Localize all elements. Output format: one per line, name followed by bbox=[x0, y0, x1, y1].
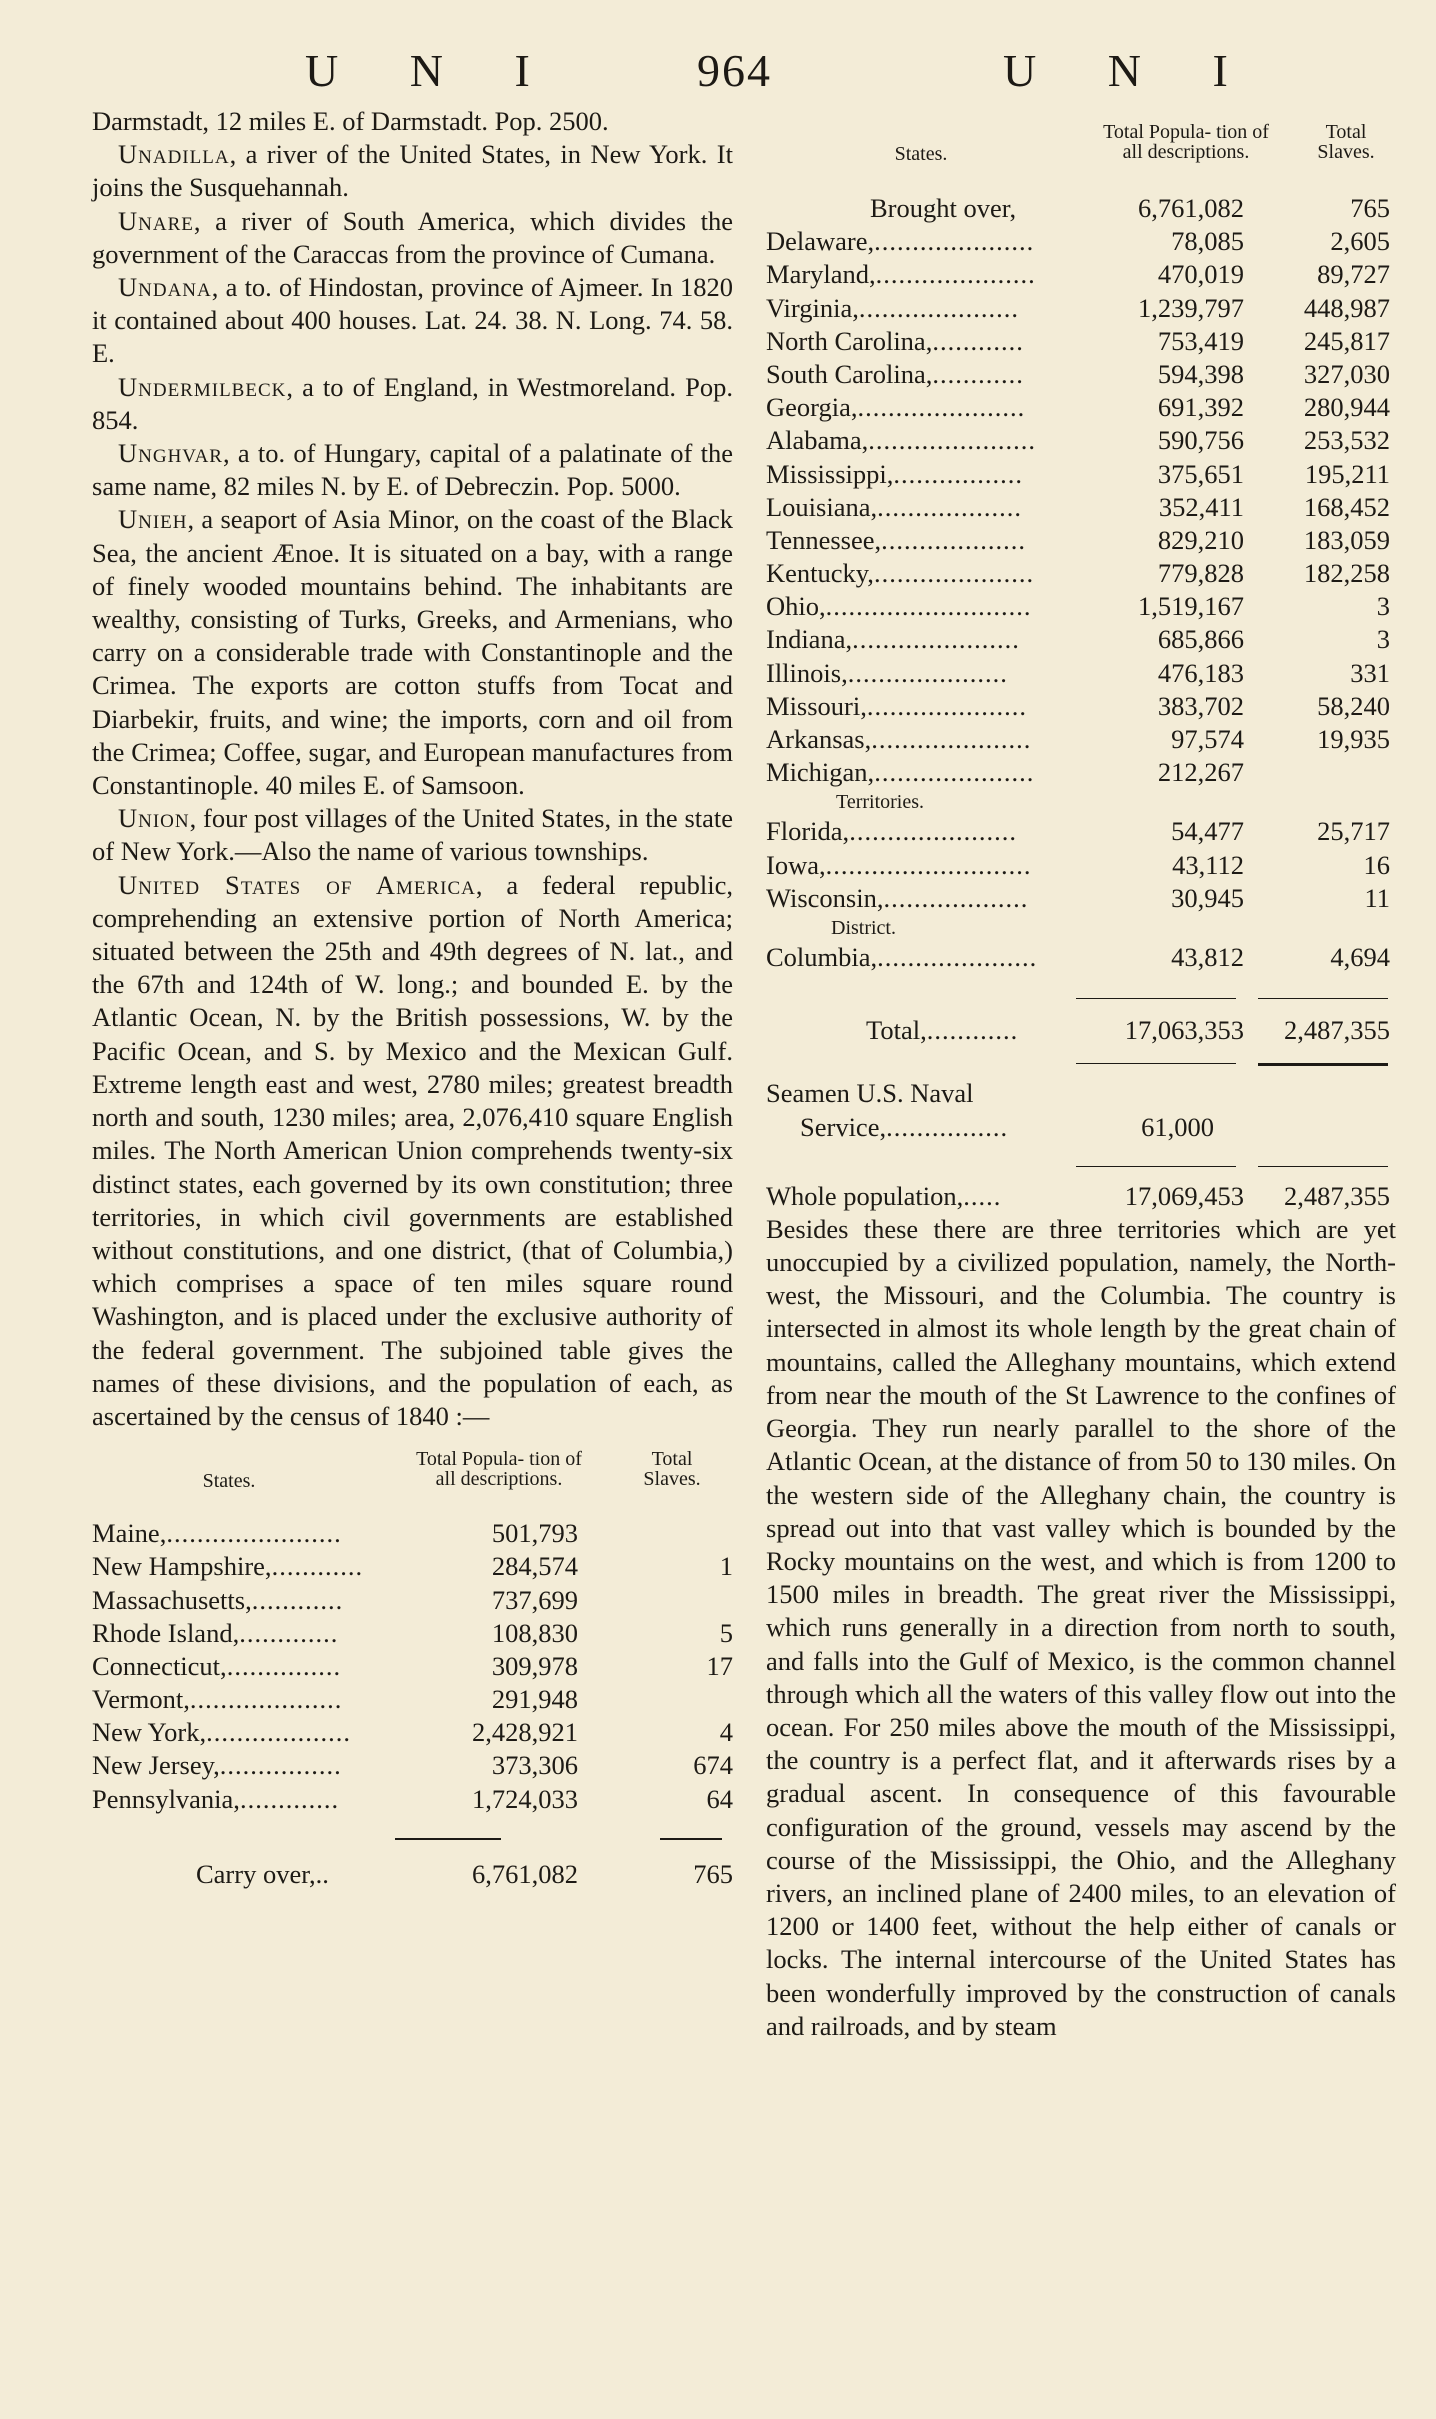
state-name: Indiana,...................... bbox=[766, 624, 1020, 655]
state-name: Pennsylvania,............. bbox=[92, 1783, 340, 1814]
state-name: New Hampshire,............ bbox=[92, 1551, 364, 1582]
header-states-right: States. bbox=[894, 143, 948, 165]
state-name: Louisiana,................... bbox=[766, 491, 1022, 522]
table-header-right bbox=[766, 120, 1396, 192]
entry-text: , a to. of Hindostan, province of Ajmeer. In 1820 it contained about 400 houses. Lat. 24. 38. N. Long. 74. 58. E. bbox=[92, 272, 733, 369]
population-value: 291,948 bbox=[491, 1684, 578, 1715]
state-name: Missouri,..................... bbox=[766, 690, 1027, 721]
entry-term: Unare bbox=[118, 205, 194, 236]
table-row bbox=[766, 491, 1396, 524]
population-value: 97,574 bbox=[1171, 724, 1244, 754]
population-value: 1,724,033 bbox=[472, 1783, 578, 1814]
slaves-value: 64 bbox=[706, 1783, 733, 1814]
table-row bbox=[92, 1783, 733, 1816]
carry-rule-pop bbox=[395, 1838, 501, 1840]
table-row bbox=[766, 258, 1396, 291]
page-number: 964 bbox=[697, 45, 772, 96]
header-right: U N I bbox=[1003, 45, 1258, 96]
brought-over-row bbox=[766, 192, 1396, 225]
right-table-rows bbox=[766, 225, 1396, 789]
entry-term: Unieh bbox=[118, 504, 188, 535]
slaves-value: 16 bbox=[1363, 849, 1390, 880]
whole-slaves: 2,487,355 bbox=[1284, 1180, 1390, 1211]
state-name: Illinois,..................... bbox=[766, 657, 1008, 688]
table-row bbox=[766, 325, 1396, 358]
right-column bbox=[766, 120, 1396, 2043]
total-pop: 17,063,353 bbox=[1124, 1015, 1244, 1046]
population-value: 43,812 bbox=[1171, 941, 1244, 972]
brought-over-pop: 6,761,082 bbox=[1138, 193, 1244, 223]
state-name: Alabama,...................... bbox=[766, 425, 1037, 456]
population-value: 779,828 bbox=[1157, 558, 1244, 589]
population-value: 373,306 bbox=[491, 1750, 578, 1781]
state-name: Maryland,..................... bbox=[766, 259, 1036, 290]
slaves-value: 448,987 bbox=[1303, 292, 1390, 323]
population-value: 2,428,921 bbox=[472, 1717, 578, 1748]
entry-paragraph bbox=[92, 105, 733, 138]
state-name: Vermont,.................... bbox=[92, 1684, 343, 1715]
entry-text: , a river of the United States, in New York. It joins the Susquehannah. bbox=[92, 139, 733, 203]
slaves-value: 4,694 bbox=[1330, 941, 1390, 972]
state-name: Virginia,..................... bbox=[766, 292, 1019, 323]
table-row bbox=[92, 1517, 733, 1550]
entry-paragraph bbox=[92, 437, 733, 503]
entry-paragraph bbox=[92, 802, 733, 868]
slaves-value: 3 bbox=[1376, 591, 1390, 622]
entry-term: Unghvar bbox=[118, 438, 223, 469]
table-row bbox=[766, 756, 1396, 789]
population-value: 691,392 bbox=[1157, 392, 1244, 423]
population-value: 30,945 bbox=[1171, 882, 1244, 913]
table-row bbox=[766, 524, 1396, 557]
carry-rule-slaves bbox=[660, 1838, 722, 1840]
whole-pop: 17,069,453 bbox=[1124, 1180, 1244, 1211]
population-value: 375,651 bbox=[1157, 458, 1244, 489]
slaves-value: 89,727 bbox=[1317, 259, 1390, 290]
state-name: South Carolina,............ bbox=[766, 358, 1024, 389]
header-states: States. bbox=[202, 1470, 256, 1493]
slaves-value: 182,258 bbox=[1303, 558, 1390, 589]
seamen-pop: 61,000 bbox=[1141, 1111, 1214, 1142]
table-row bbox=[766, 458, 1396, 491]
left-table-rows bbox=[92, 1517, 733, 1816]
slaves-value: 19,935 bbox=[1317, 724, 1390, 754]
total-row bbox=[766, 1014, 1396, 1047]
slaves-value: 195,211 bbox=[1304, 458, 1390, 489]
population-value: 309,978 bbox=[491, 1650, 578, 1681]
left-text-body bbox=[92, 105, 733, 1433]
population-value: 1,239,797 bbox=[1138, 292, 1244, 323]
total-slaves: 2,487,355 bbox=[1284, 1015, 1390, 1046]
slaves-value: 331 bbox=[1350, 657, 1390, 688]
district-label: District. bbox=[831, 916, 896, 939]
population-value: 476,183 bbox=[1157, 657, 1244, 688]
population-value: 1,519,167 bbox=[1138, 591, 1244, 622]
population-value: 352,411 bbox=[1158, 491, 1244, 522]
entry-text: , a to. of Hungary, capital of a palatinate of the same name, 82 miles N. by E. of Debreczin. Pop. 5000. bbox=[92, 438, 733, 502]
right-text-body bbox=[766, 1213, 1396, 2043]
state-name: New York,................... bbox=[92, 1717, 351, 1748]
population-value: 284,574 bbox=[491, 1551, 578, 1582]
slaves-value: 168,452 bbox=[1303, 491, 1390, 522]
slaves-value: 253,532 bbox=[1303, 425, 1390, 456]
slaves-value: 280,944 bbox=[1303, 392, 1390, 423]
seamen-label: Seamen U.S. Naval bbox=[766, 1078, 974, 1109]
population-value: 594,398 bbox=[1157, 358, 1244, 389]
entry-text: , a to of England, in Westmoreland. Pop. 854. bbox=[92, 371, 733, 435]
slaves-value: 1 bbox=[719, 1551, 733, 1582]
state-name: Florida,...................... bbox=[766, 816, 1017, 847]
entry-term: Undana bbox=[118, 272, 212, 303]
population-value: 501,793 bbox=[491, 1518, 578, 1549]
state-name: Iowa,........................... bbox=[766, 849, 1032, 880]
brought-over-label: Brought over, bbox=[870, 193, 1017, 223]
entry-text: , four post villages of the United States, in the state of New York.—Also the name of various townships. bbox=[92, 803, 733, 867]
header-total-slaves: Total Slaves. bbox=[643, 1448, 701, 1491]
table-row bbox=[766, 391, 1396, 424]
entry-paragraph bbox=[92, 371, 733, 437]
table-row bbox=[766, 690, 1396, 723]
population-value: 753,419 bbox=[1157, 325, 1244, 356]
population-value: 43,112 bbox=[1172, 849, 1244, 880]
population-value: 383,702 bbox=[1157, 690, 1244, 721]
entry-paragraph bbox=[92, 138, 733, 204]
total-rule-slaves bbox=[1258, 998, 1388, 999]
slaves-value: 674 bbox=[693, 1750, 733, 1781]
seamen-row-2 bbox=[766, 1111, 1396, 1144]
brought-over-slaves: 765 bbox=[1350, 193, 1390, 223]
population-value: 54,477 bbox=[1171, 816, 1244, 847]
population-table-part2 bbox=[766, 120, 1396, 1213]
state-name: Connecticut,............... bbox=[92, 1650, 342, 1681]
table-row bbox=[766, 292, 1396, 325]
table-row bbox=[766, 590, 1396, 623]
population-value: 212,267 bbox=[1157, 757, 1244, 788]
whole-rule-pop bbox=[1076, 1166, 1236, 1167]
header-total-population-right: Total Popula- tion of all descriptions. bbox=[1103, 121, 1269, 163]
territory-rows bbox=[766, 815, 1396, 915]
state-name: Wisconsin,................... bbox=[766, 882, 1029, 913]
entry-term: Union bbox=[118, 803, 190, 834]
state-name: Columbia,..................... bbox=[766, 941, 1038, 972]
right-paragraph: Besides these there are three territories which are yet unoccupied by a civilized population, namely, the North-west, the Missouri, and the Columbia. The country is intersected in almost its whole length by the great chain of mountains, called the Alleghany mountains, which extend from near the mouth of the St Lawrence to the confines of Georgia. They run nearly parallel to the shore of the Atlantic Ocean, at the distance of from 50 to 130 miles. On the western side of the Alleghany chain, the country is spread out into that vast valley which is bounded by the Rocky mountains on the west, and which is from 1200 to 1500 miles in breadth. The great river the Mississippi, which runs generally in a direction from north to south, and falls into the Gulf of Mexico, is the common channel through which all the waters of this valley flow out into the ocean. For 250 miles above the mouth of the Mississippi, the country is a perfect flat, and it afterwards rises by a gradual ascent. In consequence of this favourable configuration of the ground, vessels may ascend by the course of the Mississippi, the Ohio, and the Alleghany rivers, an inclined plane of 2400 miles, to an elevation of 1200 or 1400 feet, without the help either of canals or locks. The internal intercourse of the United States has been wonderfully improved by the construction of canals and railroads, and by steam bbox=[766, 1213, 1396, 2041]
table-row bbox=[92, 1550, 733, 1583]
population-value: 829,210 bbox=[1157, 524, 1244, 555]
state-name: Georgia,...................... bbox=[766, 392, 1026, 423]
table-row bbox=[92, 1617, 733, 1650]
table-row bbox=[766, 882, 1396, 915]
state-name: Mississippi,................. bbox=[766, 458, 1024, 489]
population-value: 590,756 bbox=[1157, 425, 1244, 456]
header-total-slaves-right: Total Slaves. bbox=[1317, 121, 1375, 163]
seamen-row-1 bbox=[766, 1077, 1396, 1110]
table-row bbox=[766, 657, 1396, 690]
table-row bbox=[92, 1716, 733, 1749]
state-name: Ohio,........................... bbox=[766, 591, 1032, 622]
state-name: North Carolina,............ bbox=[766, 325, 1024, 356]
table-row bbox=[766, 557, 1396, 590]
table-row bbox=[92, 1584, 733, 1617]
entry-paragraph bbox=[92, 271, 733, 371]
slaves-value: 183,059 bbox=[1303, 524, 1390, 555]
slaves-value: 25,717 bbox=[1317, 816, 1390, 847]
state-name: New Jersey,................ bbox=[92, 1750, 342, 1781]
entry-text: , a river of South America, which divides the government of the Caraccas from the province of Cumana. bbox=[92, 205, 733, 269]
state-name: Tennessee,................... bbox=[766, 524, 1027, 555]
header-left: U N I bbox=[305, 45, 560, 96]
slaves-value: 3 bbox=[1376, 624, 1390, 655]
slaves-value: 11 bbox=[1364, 882, 1390, 913]
entry-text: Darmstadt, 12 miles E. of Darmstadt. Pop. 2500. bbox=[92, 106, 609, 136]
population-value: 737,699 bbox=[491, 1584, 578, 1615]
whole-population-row bbox=[766, 1180, 1396, 1213]
state-name: Michigan,..................... bbox=[766, 757, 1035, 788]
table-row bbox=[766, 225, 1396, 258]
entry-paragraph bbox=[92, 503, 733, 802]
slaves-value: 58,240 bbox=[1317, 690, 1390, 721]
entry-paragraph bbox=[92, 869, 733, 1433]
entry-text: , a federal republic, comprehending an extensive portion of North America; situated between the 25th and 49th degrees of N. lat., and the 67th and 124th of W. long.; and bounded E. by the Atlantic Ocean, N. by the British possessions, W. by the Pacific Ocean, and S. by Mexico and the Mexican Gulf. Extreme length east and west, 2780 miles; greatest breadth north and south, 1230 miles; area, 2,076,410 square English miles. The North American Union comprehends twenty-six distinct states, each governed by its own constitution; three territories, in which civil governments are established without constitutions, and one district, (that of Columbia,) which comprises a space of ten miles square round Washington, and is placed under the exclusive authority of the federal government. The subjoined table gives the names of these divisions, and the population of each, as ascertained by the census of 1840 :— bbox=[92, 869, 733, 1431]
entry-text: , a seaport of Asia Minor, on the coast of the Black Sea, the ancient Ænoe. It is situated on a bay, with a range of finely wooded mountains behind. The inhabitants are wealthy, consisting of Turks, Greeks, and Armenians, who carry on a considerable trade with Constantinople and the Crimea. The exports are cotton stuffs from Tocat and Diarbekir, fruits, and wine; the imports, corn and oil from the Crimea; Coffee, sugar, and European manufactures from Constantinople. 40 miles E. of Samsoon. bbox=[92, 504, 733, 801]
territories-label: Territories. bbox=[836, 791, 925, 814]
state-name: Delaware,..................... bbox=[766, 226, 1035, 257]
table-row bbox=[766, 424, 1396, 457]
entry-term: United States of America bbox=[118, 869, 476, 900]
total-rule-pop bbox=[1076, 998, 1236, 999]
left-column bbox=[92, 105, 733, 1891]
state-name: Massachusetts,............ bbox=[92, 1584, 344, 1615]
slaves-value: 4 bbox=[719, 1717, 733, 1748]
table-row bbox=[92, 1650, 733, 1683]
state-name: Kentucky,..................... bbox=[766, 558, 1035, 589]
population-value: 108,830 bbox=[491, 1617, 578, 1648]
table-row bbox=[766, 941, 1396, 974]
whole-label: Whole population,..... bbox=[766, 1180, 1002, 1211]
table-header bbox=[92, 1447, 733, 1517]
population-value: 78,085 bbox=[1171, 226, 1244, 257]
slaves-value: 2,605 bbox=[1330, 226, 1390, 257]
table-row bbox=[766, 723, 1396, 756]
population-value: 685,866 bbox=[1157, 624, 1244, 655]
slaves-value: 245,817 bbox=[1303, 325, 1390, 356]
page-header bbox=[0, 44, 1436, 104]
carry-over-slaves: 765 bbox=[693, 1858, 733, 1889]
table-row bbox=[92, 1749, 733, 1782]
table-row bbox=[766, 358, 1396, 391]
table-row bbox=[92, 1683, 733, 1716]
entry-paragraph bbox=[92, 205, 733, 271]
entry-term: Undermilbeck bbox=[118, 371, 287, 402]
district-rows bbox=[766, 941, 1396, 974]
population-value: 470,019 bbox=[1157, 259, 1244, 290]
slaves-value: 327,030 bbox=[1303, 358, 1390, 389]
header-total-population: Total Popula- tion of all descriptions. bbox=[416, 1448, 582, 1491]
entry-term: Unadilla bbox=[118, 139, 230, 170]
slaves-value: 5 bbox=[719, 1617, 733, 1648]
state-name: Maine,....................... bbox=[92, 1518, 342, 1549]
population-table-part1 bbox=[92, 1447, 733, 1891]
carry-over-label: Carry over,.. bbox=[196, 1858, 329, 1889]
state-name: Arkansas,..................... bbox=[766, 724, 1032, 754]
seamen-service: Service,................ bbox=[800, 1111, 1009, 1142]
table-row bbox=[766, 849, 1396, 882]
total-label: Total,............ bbox=[866, 1015, 1019, 1046]
table-row bbox=[766, 815, 1396, 848]
table-row bbox=[766, 623, 1396, 656]
whole-rule-slaves bbox=[1258, 1166, 1388, 1167]
total-rule-pop-2 bbox=[1076, 1063, 1236, 1064]
state-name: Rhode Island,............. bbox=[92, 1617, 339, 1648]
slaves-value: 17 bbox=[706, 1650, 733, 1681]
carry-over-pop: 6,761,082 bbox=[472, 1858, 578, 1889]
total-rule-slaves-2 bbox=[1258, 1063, 1388, 1066]
carry-over-row bbox=[92, 1858, 733, 1891]
